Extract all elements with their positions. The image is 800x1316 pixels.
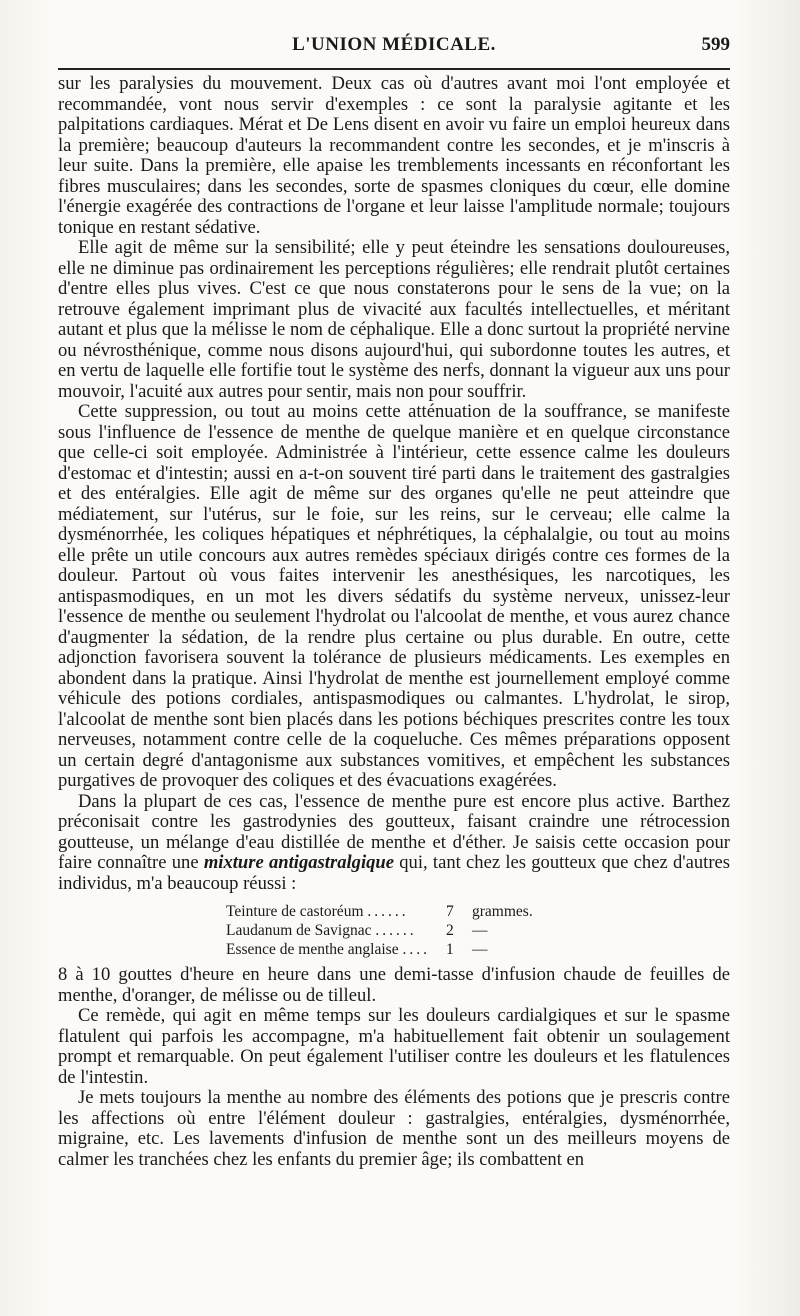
recipe-dots: ...... (375, 922, 417, 939)
paragraph-4-text-a: Dans la plupart de ces cas, l'essence de menthe pure est encore plus active. Barthez préconisait contre les gastrodynies des goutteux, faisant craindre une rétrocession goutteuse, un mélange d'eau distillée de menthe et d'éther. Je saisis cette occasion pour faire connaître une (58, 790, 730, 873)
recipe-quantity: 1 (446, 941, 454, 958)
paragraph-1: sur les paralysies du mouvement. Deux cas où d'autres avant moi l'ont employée et recommandée, vont nous servir d'exemples : ce sont la paralysie agitante et les palpitations cardiaques. Mérat et De Lens disent en avoir vu faire un emploi heureux dans la première; beaucoup d'auteurs la recommandent contre les secondes, et je m'inscris à leur suite. Dans la première, elle apaise les tremblements incessants en réconfortant les fibres musculaires; dans les secondes, sorte de spasmes cloniques du cœur, elle domine l'énergie exagérée des contractions de l'organe et leur laisse l'amplitude normale; toujours tonique en restant sédative. (58, 73, 730, 238)
paragraph-4-text-b: qui, tant chez les goutteux que chez d'autres individus, m'a beaucoup réussi : (58, 852, 730, 894)
recipe-unit: — (472, 922, 488, 939)
header-rule (58, 68, 730, 70)
recipe-row (226, 921, 533, 940)
recipe-table (226, 902, 533, 959)
page-number: 599 (701, 34, 730, 55)
recipe-quantity: 7 (446, 903, 454, 920)
recipe-dots: ...... (367, 903, 409, 920)
mixture-name: mixture antigastralgique (203, 852, 395, 873)
paragraph-5: 8 à 10 gouttes d'heure en heure dans une demi-tasse d'infusion chaude de feuilles de menthe, d'oranger, de mélisse ou de tilleul. (58, 964, 730, 1006)
page-header (58, 30, 730, 64)
recipe-unit: — (472, 941, 488, 958)
recipe-row (226, 940, 533, 959)
recipe-ingredient: Teinture de castoréum (226, 903, 364, 920)
article-body (58, 74, 730, 1170)
running-title: L'UNION MÉDICALE. (292, 34, 496, 55)
paragraph-6: Ce remède, qui agit en même temps sur les douleurs cardialgiques et sur le spasme flatulent qui parfois les accompagne, m'a habituellement fait obtenir un soulagement prompt et remarquable. On peut également l'utiliser contre les douleurs et les flatulences de l'intestin. (58, 1005, 730, 1088)
recipe-unit: grammes. (472, 903, 533, 920)
recipe-ingredient: Laudanum de Savignac (226, 922, 372, 939)
paragraph-4 (58, 792, 730, 895)
paragraph-3: Cette suppression, ou tout au moins cette atténuation de la souffrance, se manifeste sous l'influence de l'essence de menthe de quelque manière et en quelque circonstance que celle-ci soit employée. Administrée à l'intérieur, cette essence calme les douleurs d'estomac et d'intestin; aussi en a-t-on souvent tiré parti dans le traitement des gastralgies et des entéralgies. Elle agit de même sur des organes qu'elle ne peut atteindre que médiatement, sur l'utérus, sur le foie, sur les reins, sur le cerveau; elle calme la dysménorrhée, les coliques hépatiques et néphrétiques, la céphalalgie, ou tout au moins elle prête un utile concours aux autres remèdes spéciaux dirigés contre ces formes de la douleur. Partout où vous faites intervenir les anesthésiques, les narcotiques, les antispasmodiques, en un mot les divers sédatifs du système nerveux, unissez-leur l'essence de menthe ou seulement l'hydrolat ou l'alcoolat de menthe, et vous aurez chance d'augmenter la sédation, de la rendre plus certaine ou plus durable. En outre, cette adjonction favorisera souvent la tolérance de plusieurs médicaments. Les exemples en abondent dans la pratique. Ainsi l'hydrolat de menthe est journellement employé comme véhicule des potions cordiales, antispasmodiques ou calmantes. L'hydrolat, le sirop, l'alcoolat de menthe sont bien placés dans les potions béchiques prescrites contre les toux nerveuses, notamment contre celle de la coqueluche. Ces mêmes préparations opposent un certain degré d'antagonisme aux substances vomitives, et empêchent les substances purgatives de provoquer des coliques et des évacuations exagérées. (58, 401, 730, 791)
recipe-row (226, 902, 533, 921)
recipe-dots: .... (402, 941, 430, 958)
recipe-ingredient: Essence de menthe anglaise (226, 941, 399, 958)
paragraph-7: Je mets toujours la menthe au nombre des éléments des potions que je prescris contre les affections où entre l'élément douleur : gastralgies, entéralgies, dysménorrhée, migraine, etc. Les lavements d'infusion de menthe sont un des meilleurs moyens de calmer les tranchées chez les enfants du premier âge; ils combattent en (58, 1087, 730, 1170)
recipe-quantity: 2 (446, 922, 454, 939)
paragraph-2: Elle agit de même sur la sensibilité; elle y peut éteindre les sensations douloureuses, elle ne diminue pas ordinairement les perceptions régulières; elle rendrait plutôt certaines d'entre elles plus vives. C'est ce que nous constaterons pour le sens de la vue; on la retrouve également imprimant plus de vivacité aux facultés intellectuelles, et méritant autant et plus que la mélisse le nom de céphalique. Elle a donc surtout la propriété nervine ou névrosthénique, comme nous disons aujourd'hui, qui subordonne toutes les autres, et en vertu de laquelle elle fortifie tout le système des nerfs, donnant la vigueur aux uns pour mouvoir, l'acuité aux autres pour sentir, mais non pour souffrir. (58, 237, 730, 402)
